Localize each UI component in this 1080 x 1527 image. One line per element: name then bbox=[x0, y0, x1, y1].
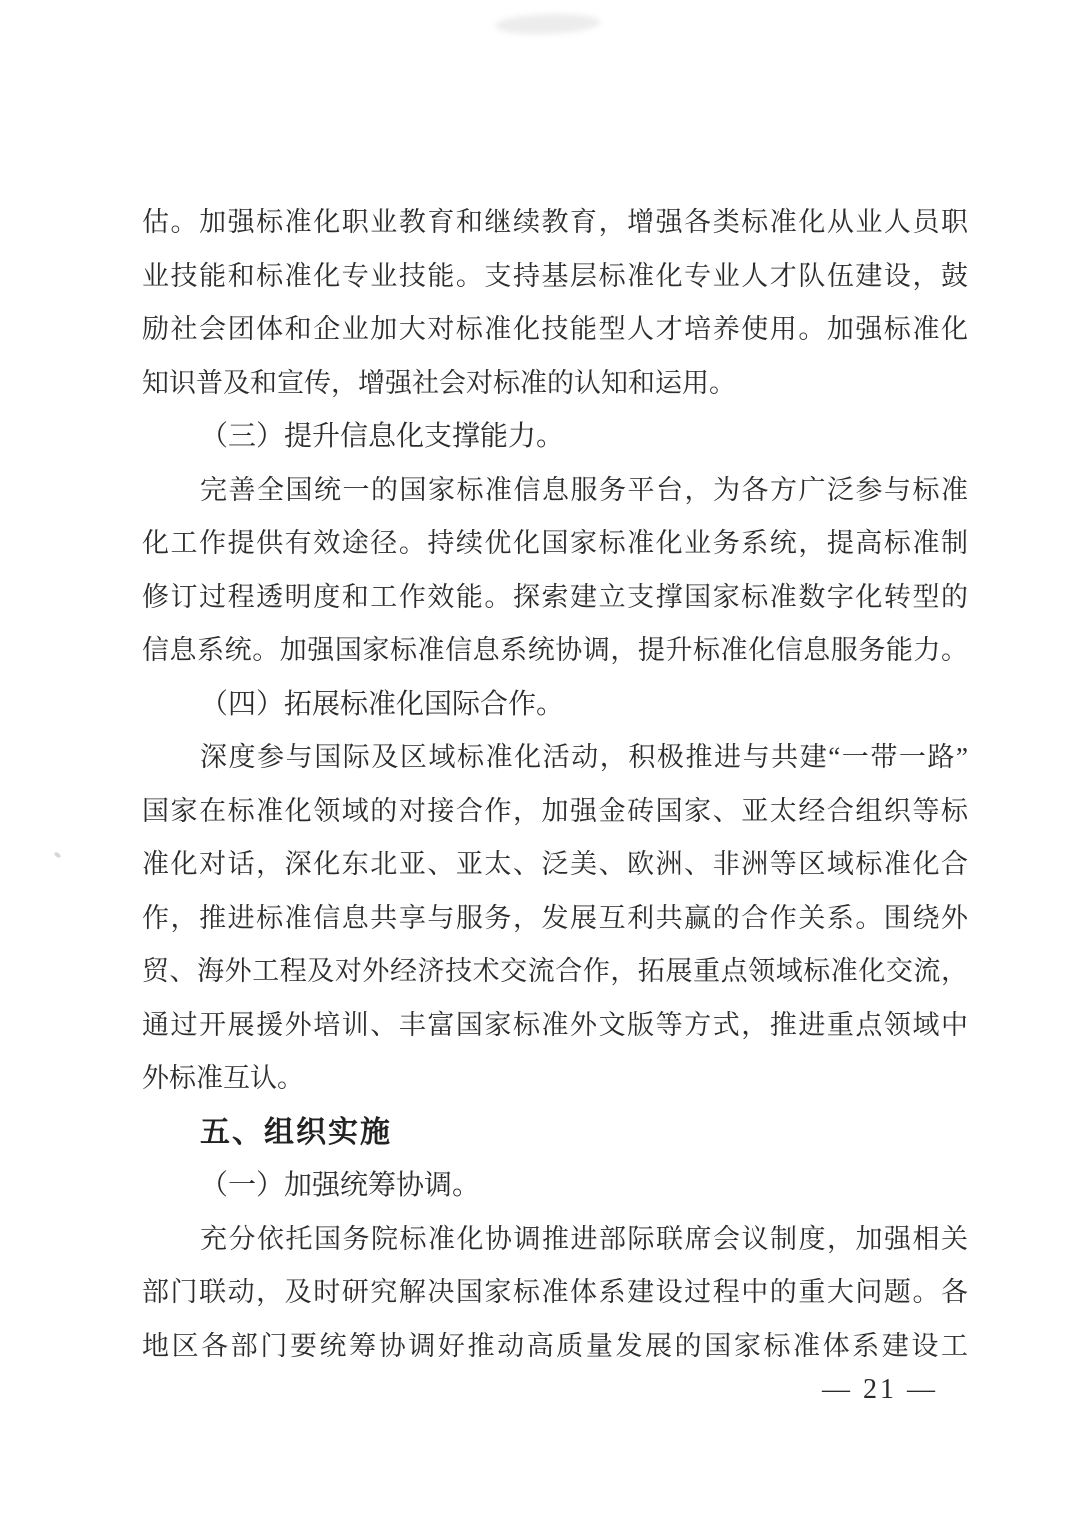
body-line: 充分依托国务院标准化协调推进部际联席会议制度，加强相关 bbox=[200, 1223, 968, 1254]
body-line: 地区各部门要统筹协调好推动高质量发展的国家标准体系建设工 bbox=[142, 1330, 968, 1361]
body-line: 信息系统。加强国家标准信息系统协调，提升标准化信息服务能力。 bbox=[142, 635, 968, 665]
body-line: 通过开展援外培训、丰富国家标准外文版等方式，推进重点领域中 bbox=[142, 1009, 968, 1040]
body-line: 贸、海外工程及对外经济技术交流合作，拓展重点领域标准化交流， bbox=[142, 956, 968, 986]
body-line: 励社会团体和企业加大对标准化技能型人才培养使用。加强标准化 bbox=[142, 314, 968, 344]
document-body bbox=[142, 196, 968, 1373]
body-line: 知识普及和宣传，增强社会对标准的认知和运用。 bbox=[142, 367, 736, 398]
sub-heading-1: （一）加强统筹协调。 bbox=[200, 1170, 481, 1201]
body-line: 部门联动，及时研究解决国家标准体系建设过程中的重大问题。各 bbox=[142, 1277, 968, 1307]
page-number: — 21 — bbox=[822, 1374, 938, 1405]
body-line: 化工作提供有效途径。持续优化国家标准化业务系统，提高标准制 bbox=[142, 528, 968, 558]
sub-heading-4: （四）拓展标准化国际合作。 bbox=[200, 688, 565, 720]
body-line: 深度参与国际及区域标准化活动，积极推进与共建“一带一路” bbox=[200, 742, 968, 772]
body-line: 业技能和标准化专业技能。支持基层标准化专业人才队伍建设，鼓 bbox=[142, 260, 968, 291]
body-line: 作，推进标准信息共享与服务，发展互利共赢的合作关系。围绕外 bbox=[142, 902, 968, 933]
sub-heading-3: （三）提升信息化支撑能力。 bbox=[200, 421, 565, 452]
body-line: 国家在标准化领域的对接合作，加强金砖国家、亚太经合组织等标 bbox=[142, 795, 968, 826]
body-line: 修订过程透明度和工作效能。探索建立支撑国家标准数字化转型的 bbox=[142, 581, 968, 612]
scan-smudge-artifact bbox=[495, 12, 601, 36]
body-line: 估。加强标准化职业教育和继续教育，增强各类标准化从业人员职 bbox=[142, 207, 968, 237]
body-line: 外标准互认。 bbox=[142, 1063, 304, 1093]
chapter-heading-5: 五、组织实施 bbox=[200, 1115, 392, 1149]
body-line: 完善全国统一的国家标准信息服务平台，为各方广泛参与标准 bbox=[200, 474, 968, 505]
body-line: 准化对话，深化东北亚、亚太、泛美、欧洲、非洲等区域标准化合 bbox=[142, 849, 968, 879]
scan-speck-artifact bbox=[53, 851, 61, 858]
